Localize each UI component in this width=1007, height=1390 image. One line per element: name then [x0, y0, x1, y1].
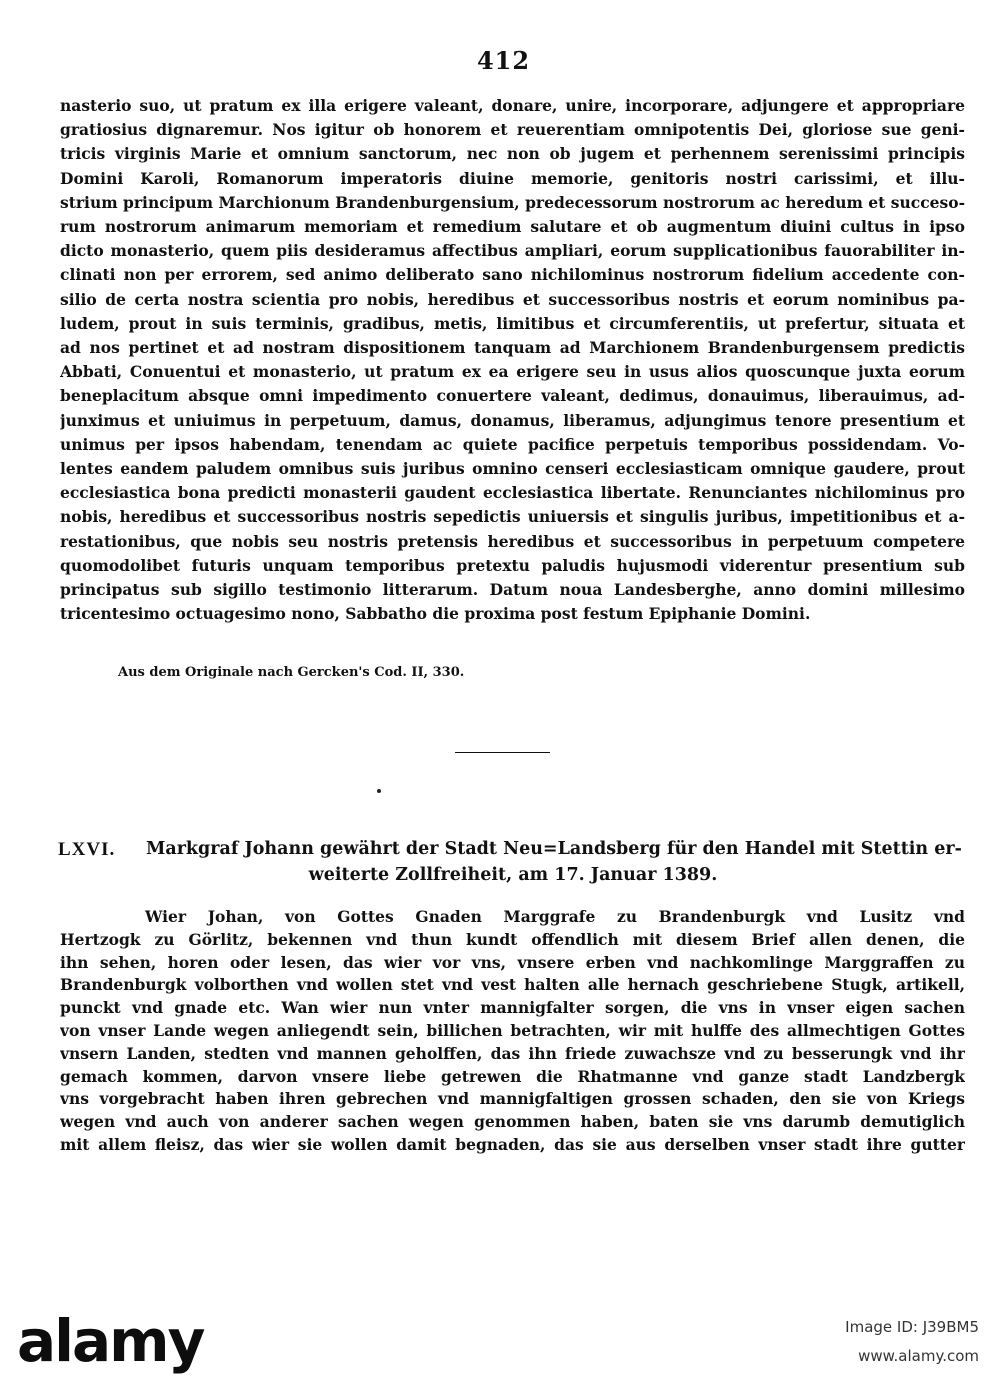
latin-text-block: [60, 94, 965, 626]
text-line: tricis virginis Marie et omnium sanctorum, nec non ob jugem et perhennem serenissimi principis: [60, 144, 965, 164]
section-divider: [455, 752, 550, 753]
text-line: wegen vnd auch von anderer sachen wegen genommen haben, baten sie vns darumb demutiglich: [60, 1112, 965, 1132]
text-line: von vnser Lande wegen anliegendt sein, billichen betrachten, wir mit hulffe des allmechtigen Gottes: [60, 1020, 965, 1040]
text-line: Wier Johan, von Gottes Gnaden Marggrafe zu Brandenburgk vnd Lusitz vnd: [145, 907, 965, 926]
text-line: lentes eandem paludem omnibus suis juribus omnino censeri ecclesiasticam omnique gaudere, prout: [60, 459, 965, 479]
text-line: nobis, heredibus et successoribus nostris sepedictis uniuersis et singulis juribus, impetitionibus et a-: [60, 507, 965, 527]
text-line: ludem, prout in suis terminis, gradibus, metis, limitibus et circumferentiis, ut prefertur, situata et: [60, 313, 965, 333]
source-note: Aus dem Originale nach Gercken's Cod. II, 330.: [118, 665, 465, 680]
section-title-line-1: Markgraf Johann gewährt der Stadt Neu=Landsberg für den Handel mit Stettin er-: [146, 839, 962, 859]
section-number: LXVI.: [58, 839, 116, 860]
text-line: unimus per ipsos habendam, tenendam ac quiete pacifice perpetuis temporibus possidendam. Vo-: [60, 434, 965, 454]
text-line: restationibus, que nobis seu nostris pretensis heredibus et successoribus in perpetuum competere: [60, 531, 965, 551]
text-line: Domini Karoli, Romanorum imperatoris diuine memorie, genitoris nostri carissimi, et illu-: [60, 168, 965, 188]
text-line: gemach kommen, darvon vnsere liebe getrewen die Rhatmanne vnd ganze stadt Landzbergk: [60, 1066, 965, 1086]
text-line: rum nostrorum animarum memoriam et remedium salutare et ob augmentum diuini cultus in ipso: [60, 217, 965, 237]
stock-url-link[interactable]: www.alamy.com: [858, 1347, 979, 1365]
text-line: junximus et uniuimus in perpetuum, damus, donamus, liberamus, adjungimus tenore presentium et: [60, 410, 965, 430]
page-number: 412: [476, 46, 531, 75]
section-title-line-2: weiterte Zollfreiheit, am 17. Januar 1389.: [308, 865, 718, 885]
text-line: mit allem fleisz, das wier sie wollen damit begnaden, das sie aus derselben vnser stadt ihre gutter: [60, 1134, 965, 1154]
text-line: nasterio suo, ut pratum ex illa erigere valeant, donare, unire, incorporare, adjungere et appropriare: [60, 96, 965, 115]
text-line: strium principum Marchionum Brandenburgensium, predecessorum nostrorum ac heredum et succeso-: [60, 192, 965, 212]
print-speck: [377, 789, 381, 793]
text-line: punckt vnd gnade etc. Wan wier nun vnter mannigfalter sorgen, die vns in vnser eigen sachen: [60, 998, 965, 1018]
text-line: ecclesiastica bona predicti monasterii gaudent ecclesiastica libertate. Renunciantes nichilominus pro: [60, 483, 965, 503]
text-line: ad nos pertinet et ad nostram dispositionem tanquam ad Marchionem Brandenburgensem predictis: [60, 338, 965, 358]
text-line: clinati non per errorem, sed animo deliberato sano nichilominus nostrorum fidelium accedente con-: [60, 265, 965, 285]
text-line: gratiosius dignaremur. Nos igitur ob honorem et reuerentiam omnipotentis Dei, gloriose sue geni-: [60, 120, 965, 140]
text-line: vns vorgebracht haben ihren gebrechen vnd mannigfaltigen grossen schaden, den sie von Kriegs: [60, 1089, 965, 1109]
text-line: dicto monasterio, quem piis desideramus affectibus ampliari, eorum supplicationibus fauorabiliter in-: [60, 241, 965, 261]
image-id-label: Image ID: J39BM5: [845, 1318, 979, 1336]
text-line: Brandenburgk volborthen vnd wollen stet vnd vest halten alle hernach geschriebene Stugk, artikell,: [60, 975, 965, 995]
german-text-block: [60, 906, 965, 1157]
text-line: Hertzogk zu Görlitz, bekennen vnd thun kundt offendlich mit diesem Brief allen denen, die: [60, 929, 965, 949]
text-line: tricentesimo octuagesimo nono, Sabbatho die proxima post festum Epiphanie Domini.: [60, 604, 811, 624]
text-line: vnsern Landen, stedten vnd mannen geholffen, das ihn friede zuwachsze vnd zu besserungk vnd ihr: [60, 1043, 965, 1063]
text-line: Abbati, Conuentui et monasterio, ut pratum ex ea erigere seu in usus alios quoscunque juxta eorum: [60, 362, 965, 382]
brand-logo: alamy: [17, 1307, 204, 1375]
text-line: principatus sub sigillo testimonio litterarum. Datum noua Landesberghe, anno domini millesimo: [60, 580, 965, 600]
text-line: quomodolibet futuris unquam temporibus pretextu paludis hujusmodi viderentur presentium sub: [60, 555, 965, 575]
text-line: ihn sehen, horen oder lesen, das wier vor vns, vnsere erben vnd nachkomlinge Marggraffen zu: [60, 952, 965, 972]
text-line: beneplacitum absque omni impedimento conuertere valeant, dedimus, donauimus, liberauimus, ad-: [60, 386, 965, 406]
text-line: silio de certa nostra scientia pro nobis, heredibus et successoribus nostris et eorum nominibus pa-: [60, 289, 965, 309]
